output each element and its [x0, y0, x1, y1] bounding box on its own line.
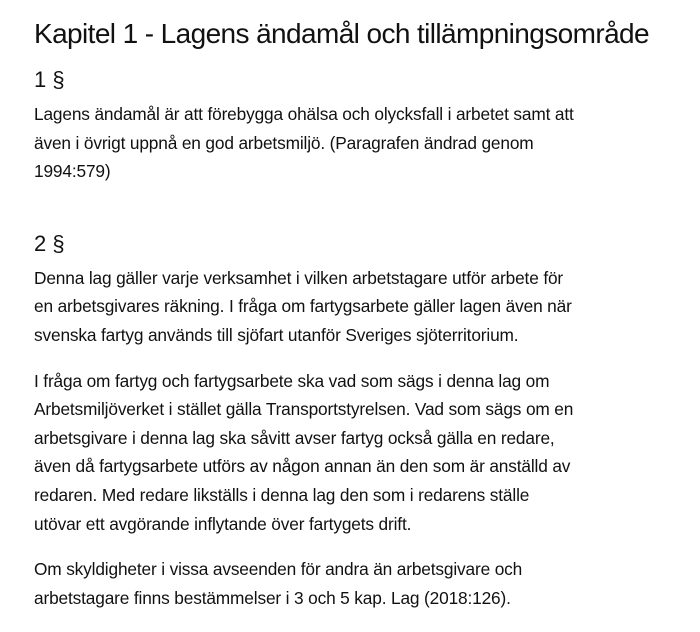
- text-line: redaren. Med redare likställs i denna lag den som i redarens ställe: [34, 484, 530, 505]
- text-line: även i övrigt uppnå en god arbetsmiljö. (Paragrafen ändrad genom: [34, 132, 534, 153]
- chapter-title: Kapitel 1 - Lagens ändamål och tillämpningsområde: [34, 18, 649, 49]
- section-2-paragraph-3: [34, 555, 664, 612]
- text-line: arbetsgivare i denna lag ska såvitt avser fartyg också gälla en redare,: [34, 427, 555, 448]
- text-line: en arbetsgivares räkning. I fråga om fartygsarbete gäller lagen även när: [34, 296, 572, 317]
- section-heading-2: 2 §: [34, 230, 65, 256]
- section-heading-1: 1 §: [34, 67, 65, 92]
- section-1-paragraph-1: [34, 100, 664, 186]
- text-line: Lagens ändamål är att förebygga ohälsa och olycksfall i arbetet samt att: [34, 104, 574, 124]
- text-line: svenska fartyg används till sjöfart utanför Sveriges sjöterritorium.: [34, 324, 519, 345]
- text-line: Arbetsmiljöverket i stället gälla Transportstyrelsen. Vad som sägs om en: [34, 399, 574, 420]
- section-2-paragraph-2: [34, 367, 664, 539]
- text-line: 1994:579): [34, 161, 111, 182]
- text-line: utövar ett avgörande inflytande över fartygets drift.: [34, 513, 412, 534]
- text-line: Denna lag gäller varje verksamhet i vilken arbetstagare utför arbete för: [34, 267, 564, 288]
- section-2-paragraph-1: [34, 264, 664, 350]
- text-line: även då fartygsarbete utförs av någon annan än den som är anställd av: [34, 456, 571, 477]
- text-line: Om skyldigheter i vissa avseenden för andra än arbetsgivare och: [34, 559, 523, 580]
- text-line: arbetstagare finns bestämmelser i 3 och 5 kap. Lag (2018:126).: [34, 587, 511, 608]
- text-line: I fråga om fartyg och fartygsarbete ska vad som sägs i denna lag om: [34, 370, 550, 391]
